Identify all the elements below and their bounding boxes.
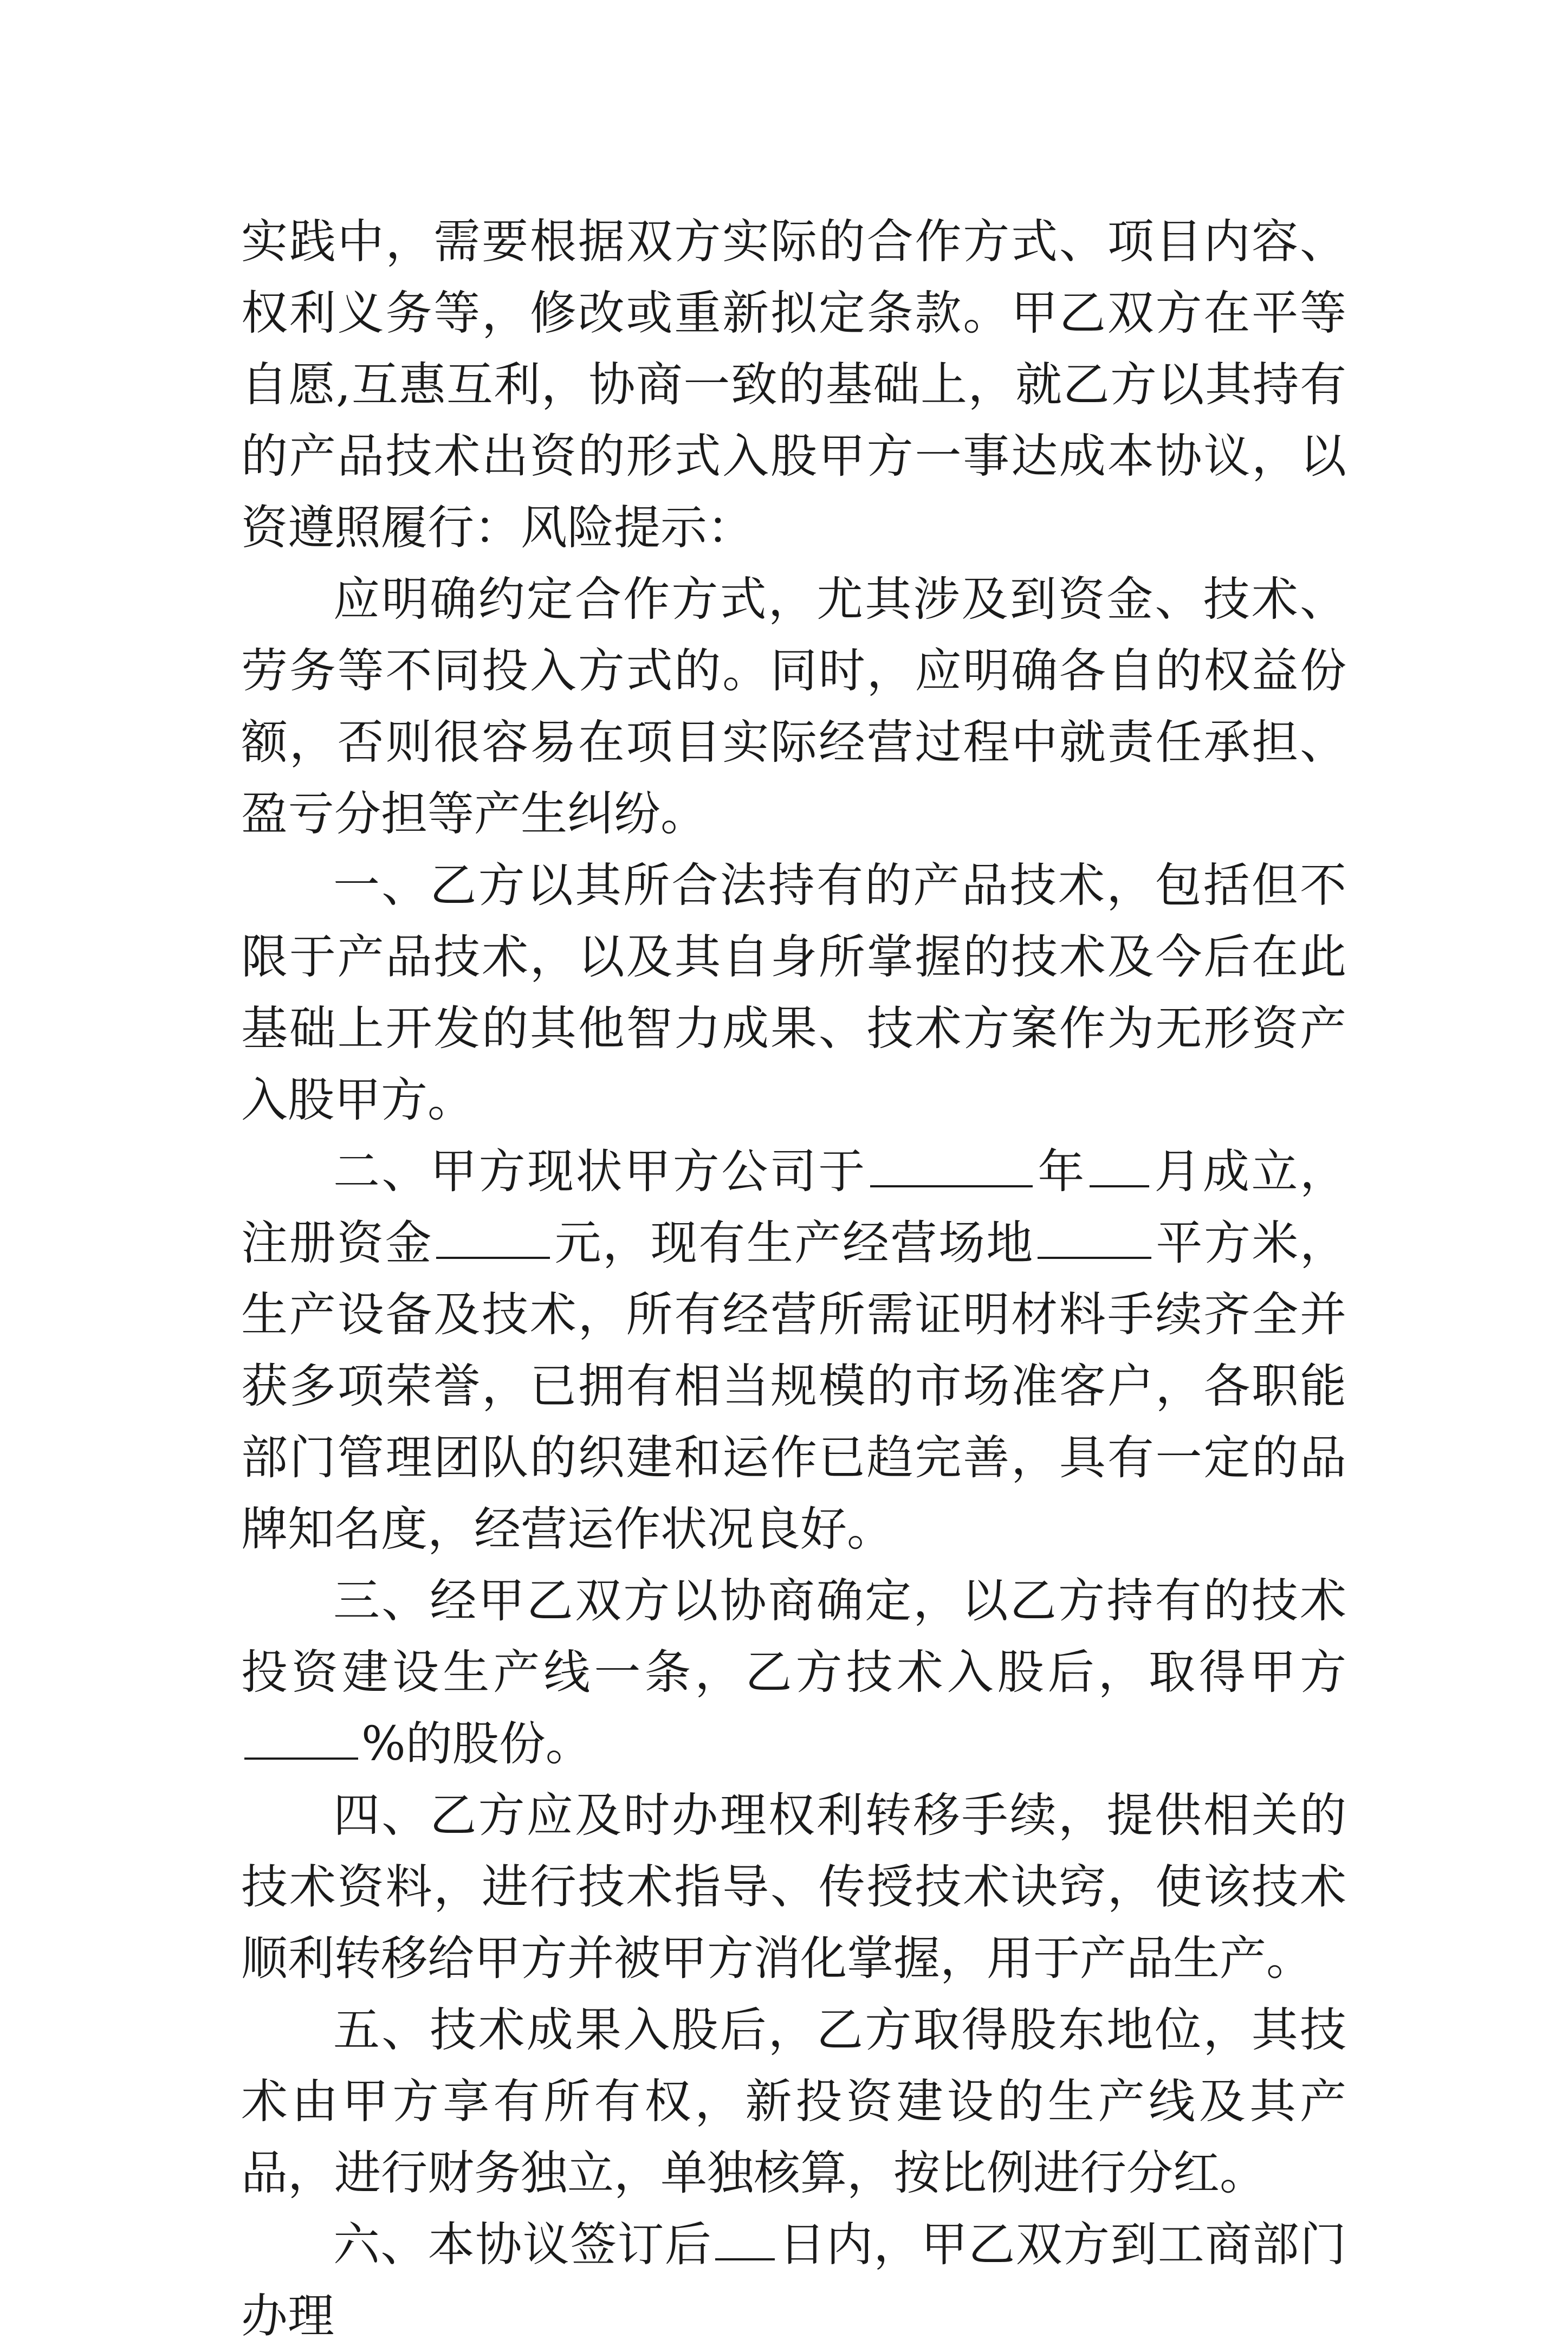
paragraph-preamble bbox=[241, 206, 1346, 564]
paragraph-clause-4 bbox=[241, 1780, 1346, 1994]
paragraph-text: 一、乙方以其所合法持有的产品技术，包括但不限于产品技术，以及其自身所掌握的技术及今后在此基础上开发的其他智力成果、技术方案作为无形资产入股甲方。 bbox=[241, 858, 1346, 1127]
blank-share-percent-field[interactable] bbox=[244, 1712, 358, 1760]
paragraph-text: 月成立，注册资金 bbox=[241, 1145, 1347, 1270]
paragraph-text: 六、本协议签订后 bbox=[333, 2218, 712, 2272]
document-body bbox=[241, 206, 1346, 2352]
paragraph-text: 年 bbox=[1035, 1145, 1086, 1199]
paragraph-text: 四、乙方应及时办理权利转移手续，提供相关的技术资料，进行技术指导、传授技术诀窍，使该技术顺利转移给甲方并被甲方消化掌握，用于产品生产。 bbox=[241, 1788, 1346, 1986]
paragraph-clause-5 bbox=[241, 1994, 1346, 2209]
paragraph-clause-6 bbox=[241, 2209, 1346, 2352]
paragraph-clause-2 bbox=[241, 1136, 1346, 1565]
paragraph-text: 应明确约定合作方式，尤其涉及到资金、技术、劳务等不同投入方式的。同时，应明确各自的权益份额，否则很容易在项目实际经营过程中就责任承担、盈亏分担等产生纠纷。 bbox=[241, 572, 1346, 841]
paragraph-text: 日内，甲乙双方到工商部门办理 bbox=[241, 2218, 1347, 2343]
blank-days-field[interactable] bbox=[715, 2213, 775, 2260]
paragraph-text: 二、甲方现状甲方公司于 bbox=[333, 1145, 867, 1199]
blank-month-field[interactable] bbox=[1090, 1140, 1149, 1187]
paragraph-text: 实践中，需要根据双方实际的合作方式、项目内容、权利义务等，修改或重新拟定条款。甲乙双方在平等自愿,互惠互利，协商一致的基础上，就乙方以其持有的产品技术出资的形式入股甲方一事达成本协议，以资遵照履行：风险提示： bbox=[241, 215, 1346, 555]
paragraph-risk-note bbox=[241, 564, 1346, 850]
paragraph-text: 五、技术成果入股后，乙方取得股东地位，其技术由甲方享有所有权，新投资建设的生产线及其产品，进行财务独立，单独核算，按比例进行分红。 bbox=[241, 2003, 1346, 2200]
paragraph-clause-3 bbox=[241, 1565, 1346, 1780]
paragraph-text: %的股份。 bbox=[361, 1717, 592, 1771]
paragraph-text: 三、经甲乙双方以协商确定，以乙方持有的技术投资建设生产线一条，乙方技术入股后，取得甲方 bbox=[241, 1574, 1346, 1700]
blank-year-field[interactable] bbox=[870, 1140, 1033, 1187]
blank-area-field[interactable] bbox=[1038, 1211, 1151, 1259]
paragraph-text: 平方米，生产设备及技术，所有经营所需证明材料手续齐全并获多项荣誉，已拥有相当规模的市场准客户，各职能部门管理团队的织建和运作已趋完善，具有一定的品牌知名度，经营运作状况良好。 bbox=[241, 1216, 1347, 1556]
blank-capital-field[interactable] bbox=[436, 1211, 550, 1259]
paragraph-clause-1 bbox=[241, 850, 1346, 1136]
paragraph-text: 元，现有生产经营场地 bbox=[553, 1216, 1034, 1270]
